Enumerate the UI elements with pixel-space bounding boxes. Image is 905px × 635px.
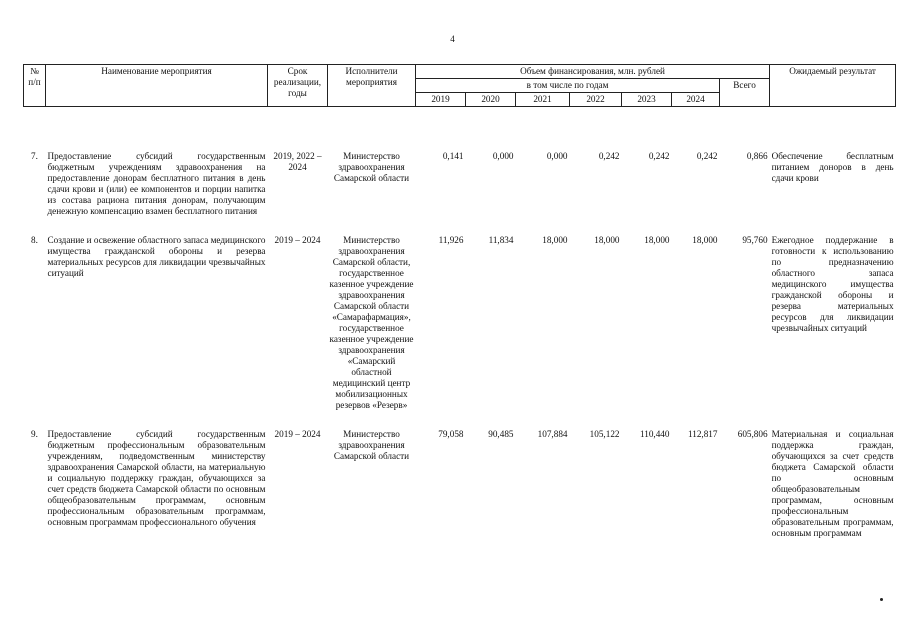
header-term: Срок реализации, годы <box>268 65 328 107</box>
row-total: 95,760 <box>742 235 768 245</box>
row-value-2023: 0,242 <box>648 151 670 161</box>
row-result: Ежегодное поддержание в готовности к использованию по предназначению областного запаса медицинского имущества гражданской обороны и резерва материальных ресурсов для ликвидации чрезвычайных ситуаций <box>771 235 894 333</box>
row-value-2024: 0,242 <box>696 151 718 161</box>
header-year-2024: 2024 <box>672 93 720 107</box>
row-term: 2019 – 2024 <box>274 235 321 245</box>
table-row <box>24 429 896 539</box>
row-executor: Министерство здравоохранения Самарской области <box>333 429 410 461</box>
row-value-2022: 105,122 <box>589 429 620 439</box>
row-total: 0,866 <box>746 151 768 161</box>
header-year-2019: 2019 <box>416 93 466 107</box>
row-result: Обеспечение бесплатным питанием доноров в день сдачи крови <box>771 151 894 183</box>
row-value-2021: 107,884 <box>537 429 568 439</box>
table-row <box>24 151 896 217</box>
row-term: 2019, 2022 – 2024 <box>273 151 322 172</box>
header-year-2023: 2023 <box>622 93 672 107</box>
row-num: 7. <box>31 151 38 161</box>
page-number: 4 <box>450 34 455 44</box>
row-executor: Министерство здравоохранения Самарской области, государственное казенное учреждение здравоохранения Самарской области «Самарафармация», государственное казенное учреждение здравоохранения «Самарский областной медицинский центр мобилизационных резервов «Резерв» <box>329 235 414 410</box>
row-value-2019: 0,141 <box>442 151 464 161</box>
row-value-2020: 90,485 <box>488 429 514 439</box>
header-name: Наименование мероприятия <box>46 65 268 107</box>
header-result: Ожидаемый результат <box>770 65 896 107</box>
row-term: 2019 – 2024 <box>274 429 321 439</box>
row-value-2020: 0,000 <box>492 151 514 161</box>
scan-speck <box>880 598 883 601</box>
row-value-2021: 0,000 <box>546 151 568 161</box>
row-value-2024: 18,000 <box>692 235 718 245</box>
funding-table <box>23 64 896 539</box>
header-year-2020: 2020 <box>466 93 516 107</box>
row-value-2022: 0,242 <box>598 151 620 161</box>
header-year-2022: 2022 <box>570 93 622 107</box>
row-name: Предоставление субсидий государственным бюджетным учреждениям здравоохранения на предоставление донорам бесплатного питания в день сдачи крови и (или) ее компонентов и порции напитка из состава рациона питания донорам, получающим денежную компенсацию взамен бесплатного питания <box>47 151 266 216</box>
row-value-2019: 79,058 <box>438 429 464 439</box>
row-value-2020: 11,834 <box>488 235 514 245</box>
row-result: Материальная и социальная поддержка граждан, обучающихся за счет средств бюджета Самарской области по основным общеобразовательным программам, основным профессиональным образовательным программам, основным программам <box>771 429 894 538</box>
table-row <box>24 235 896 411</box>
row-value-2019: 11,926 <box>438 235 464 245</box>
header-year-2021: 2021 <box>516 93 570 107</box>
header-total: Всего <box>720 79 770 107</box>
row-value-2023: 18,000 <box>644 235 670 245</box>
row-value-2021: 18,000 <box>542 235 568 245</box>
row-name: Создание и освежение областного запаса медицинского имущества гражданской обороны и резерва материальных ресурсов для ликвидации чрезвычайных ситуаций <box>47 235 266 278</box>
row-value-2024: 112,817 <box>687 429 718 439</box>
row-num: 8. <box>31 235 38 245</box>
row-executor: Министерство здравоохранения Самарской области <box>333 151 410 183</box>
row-value-2023: 110,440 <box>639 429 670 439</box>
header-funding: Объем финансирования, млн. рублей <box>416 65 770 79</box>
header-num: № п/п <box>24 65 46 107</box>
row-value-2022: 18,000 <box>594 235 620 245</box>
header-executors: Исполнители мероприятия <box>328 65 416 107</box>
row-num: 9. <box>31 429 38 439</box>
row-total: 605,806 <box>737 429 768 439</box>
row-name: Предоставление субсидий государственным бюджетным профессиональным образовательным учреждениям, подведомственным министерству здравоохранения Самарской области, на материальную и социальную поддержку граждан, обучающихся за счет средств бюджета Самарской области по основным общеобразовательным программам, основным профессиональным образовательным программам, основным программам профессионального обучения <box>47 429 266 527</box>
header-by-years: в том числе по годам <box>416 79 720 93</box>
